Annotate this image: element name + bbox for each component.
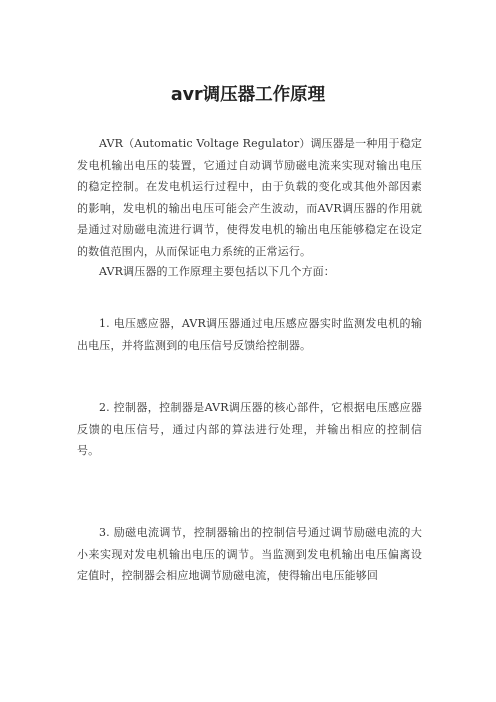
paragraph-excitation-current: 3. 励磁电流调节，控制器输出的控制信号通过调节励磁电流的大小来实现对发电机输出电压的调节。当监测到发电机输出电压偏离设定值时，控制器会相应地调节励磁电流，使得输出电压能够回 (77, 526, 422, 583)
paragraph-controller: 2. 控制器，控制器是AVR调压器的核心部件，它根据电压感应器反馈的电压信号，通过内部的算法进行处理，并输出相应的控制信号。 (77, 401, 422, 458)
paragraph-intro: AVR（Automatic Voltage Regulator）调压器是一种用于稳定发电机输出电压的装置，它通过自动调节励磁电流来实现对输出电压的稳定控制。在发电机运行过程中，由于负载的变化或其他外部因素的影响，发电机的输出电压可能会产生波动，而AVR调压器的作用就是通过对励磁电流进行调节，使得发电机的输出电压能够稳定在设定的数值范围内，从而保证电力系统的正常运行。 (77, 137, 422, 258)
document-title: avr调压器工作原理 (170, 85, 326, 105)
paragraph-principle-lead: AVR调压器的工作原理主要包括以下几个方面： (99, 265, 335, 278)
paragraph-voltage-sensor: 1. 电压感应器，AVR调压器通过电压感应器实时监测发电机的输出电压，并将监测到的电压信号反馈给控制器。 (77, 317, 422, 352)
